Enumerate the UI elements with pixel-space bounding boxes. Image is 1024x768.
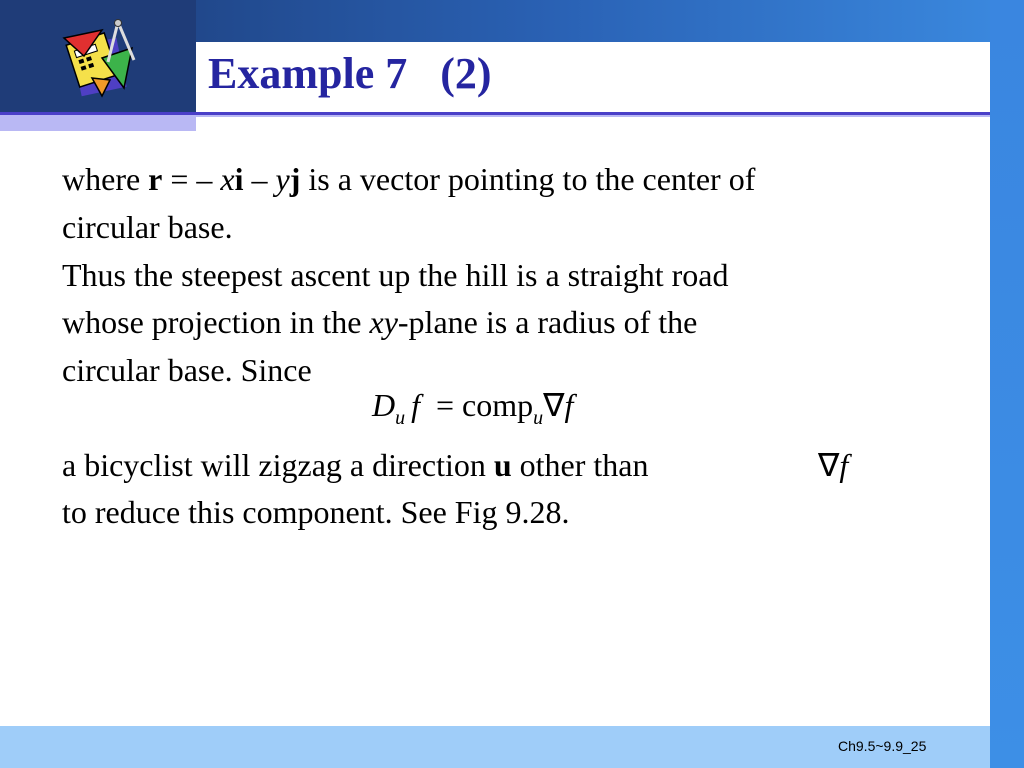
accent-stripe (0, 115, 196, 131)
body-line-6: a bicyclist will zigzag a direction u other than (62, 447, 649, 483)
body-line-7: to reduce this component. See Fig 9.28. (62, 494, 570, 530)
gradient-formula: ∇f (818, 447, 849, 483)
body-line-3: Thus the steepest ascent up the hill is a straight road (62, 257, 729, 293)
body-line-4: whose projection in the xy-plane is a radius of the (62, 304, 698, 340)
body-line-5: circular base. Since (62, 352, 312, 388)
accent-stripe-thin (196, 115, 990, 117)
body-line-2: circular base. (62, 209, 233, 245)
geometry-tools-icon (62, 18, 142, 102)
right-accent-bar (990, 0, 1024, 768)
slide-number: Ch9.5~9.9_25 (838, 738, 927, 754)
body-line-1: where r = – xi – yj is a vector pointing to the center of (62, 161, 756, 197)
directional-derivative-formula: $D_u$ f = comp$_u$∇f (372, 387, 574, 429)
slide-title: Example 7 (2) (208, 49, 492, 98)
